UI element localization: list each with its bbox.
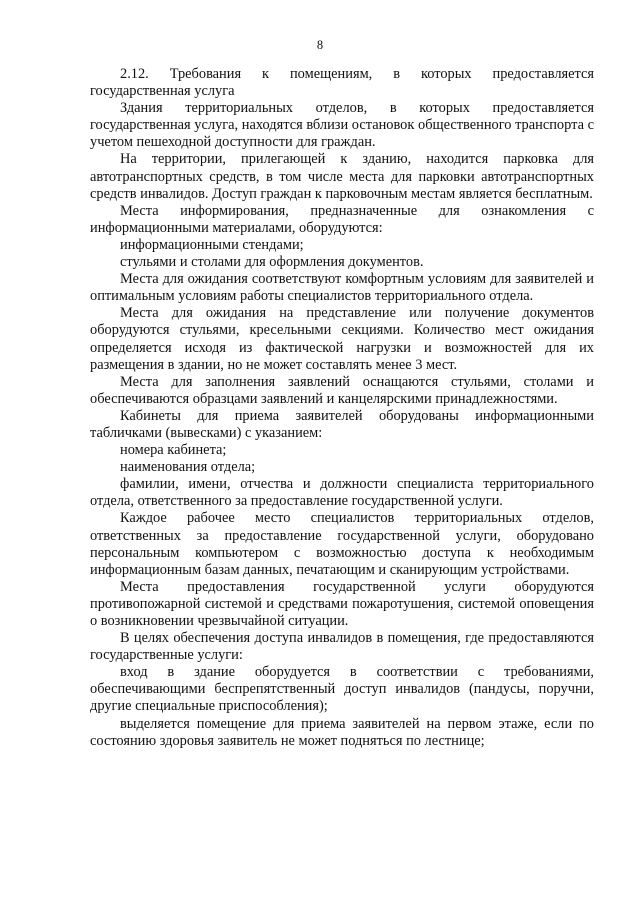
paragraph-parking: На территории, прилегающей к зданию, находится парковка для автотранспортных средств, в том числе места для парковки автотранспортных средств инвалидов. Доступ граждан к парковочным местам является бесплатным.: [90, 151, 594, 202]
paragraph-buildings-location: Здания территориальных отделов, в которых предоставляется государственная услуга, находятся вблизи остановок общественного транспорта с учетом пешеходной доступности для граждан.: [90, 100, 594, 151]
paragraph-waiting-equipment: Места для ожидания на представление или получение документов оборудуются стульями, кресельными секциями. Количество мест ожидания определяется исходя из фактической нагрузки и возможностей для их размещения в здании, но не может составлять менее 3 мест.: [90, 305, 594, 373]
list-item-department-name: наименования отдела;: [120, 459, 256, 476]
list-item-ground-floor-room: выделяется помещение для приема заявителей на первом этаже, если по состоянию здоровья заявитель не может подняться по лестнице;: [90, 715, 594, 749]
section-heading-2-12: 2.12. Требования к помещениям, в которых предоставляется государственная услуга: [90, 66, 594, 100]
page-number: 8: [316, 38, 324, 52]
paragraph-waiting-places: Места для ожидания соответствуют комфортным условиям для заявителей и оптимальным условиям работы специалистов территориального отдела.: [90, 271, 594, 305]
list-item-specialist-name: фамилии, имени, отчества и должности специалиста территориального отдела, ответственного за предоставление государственной услуги.: [90, 476, 594, 510]
paragraph-application-places: Места для заполнения заявлений оснащаются стульями, столами и обеспечиваются образцами заявлений и канцелярскими принадлежностями.: [90, 373, 594, 407]
paragraph-offices-signs: Кабинеты для приема заявителей оборудованы информационными табличками (вывесками) с указанием:: [90, 407, 594, 441]
list-item-chairs-tables: стульями и столами для оформления документов.: [120, 254, 424, 271]
list-item-room-number: номера кабинета;: [120, 442, 227, 459]
paragraph-fire-safety: Места предоставления государственной услуги оборудуются противопожарной системой и средствами пожаротушения, системой оповещения о возникновении чрезвычайной ситуации.: [90, 578, 594, 629]
paragraph-disability-access: В целях обеспечения доступа инвалидов в помещения, где предоставляются государственные услуги:: [90, 630, 594, 664]
list-item-info-stands: информационными стендами;: [120, 236, 304, 253]
paragraph-workplace-equipment: Каждое рабочее место специалистов территориальных отделов, ответственных за предоставление государственной услуги, оборудовано персональным компьютером с возможностью доступа к необходимым информационным базам данных, печатающим и сканирующим устройствами.: [90, 510, 594, 578]
paragraph-information-places: Места информирования, предназначенные для ознакомления с информационными материалами, оборудуются:: [90, 202, 594, 236]
document-body: [90, 66, 594, 750]
list-item-entrance: вход в здание оборудуется в соответствии с требованиями, обеспечивающими беспрепятственный доступ инвалидов (пандусы, поручни, другие специальные приспособления);: [90, 664, 594, 715]
